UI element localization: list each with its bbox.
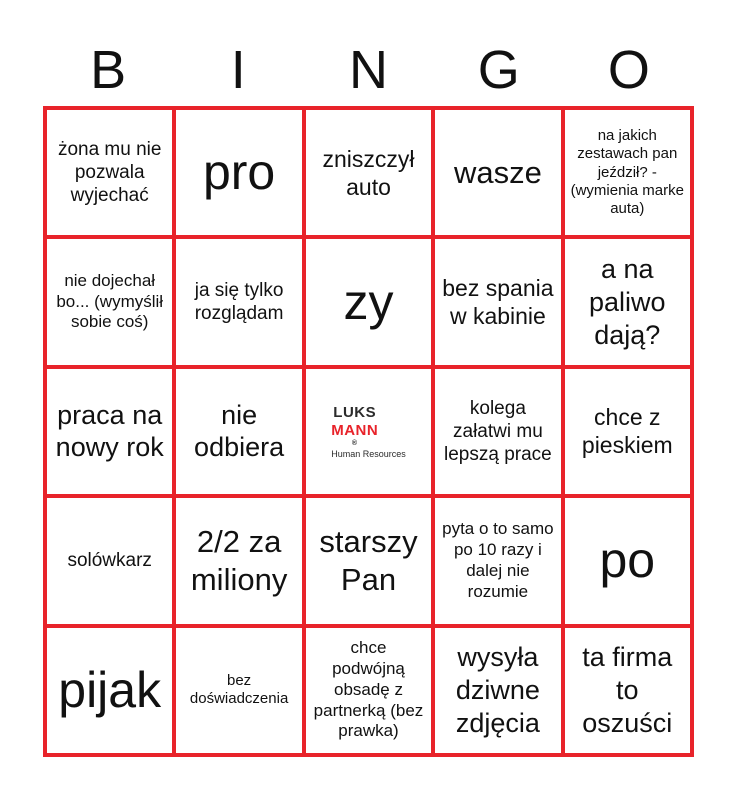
cell-text: po	[599, 532, 656, 589]
header-letter-n: N	[348, 40, 388, 100]
cell-text: ja się tylko rozglądam	[194, 279, 284, 325]
cell-text: żona mu nie pozwala wyjechać	[57, 138, 162, 207]
header-letter-b: B	[90, 40, 127, 100]
bingo-cell-r4c1[interactable]	[45, 496, 174, 625]
bingo-cell-r1c5[interactable]	[563, 108, 692, 237]
cell-text: na jakich zestawach pan jeździł? -(wymienia marke auta)	[570, 126, 684, 218]
cell-text: zniszczył auto	[322, 145, 415, 200]
cell-text: 2/2 za miliony	[190, 524, 288, 597]
cell-text: starszy Pan	[319, 524, 418, 597]
cell-text: pro	[202, 144, 276, 201]
bingo-cell-r5c2[interactable]	[174, 626, 303, 755]
cell-text: wasze	[453, 154, 542, 190]
cell-text: nie dojechał bo... (wymyślił sobie coś)	[56, 270, 164, 332]
cell-text: wysyła dziwne zdjęcia	[455, 641, 540, 738]
bingo-cell-r2c5[interactable]	[563, 237, 692, 366]
cell-text: chce podwójną obsadę z partnerką (bez prawka)	[313, 638, 424, 741]
header-letter-g: G	[477, 40, 520, 100]
cell-text: nie odbiera	[194, 399, 285, 463]
bingo-cell-r2c3[interactable]	[304, 237, 433, 366]
bingo-cell-r2c4[interactable]	[433, 237, 562, 366]
cell-text: zy	[343, 273, 394, 330]
cell-text: pijak	[58, 661, 162, 718]
bingo-grid	[43, 106, 694, 757]
bingo-cell-r3c4[interactable]	[433, 367, 562, 496]
cell-text: praca na nowy rok	[55, 399, 164, 463]
logo-subtitle: Human Resources	[331, 448, 406, 459]
cell-text: a na paliwo dają?	[589, 253, 666, 350]
cell-text: kolega załatwi mu lepszą prace	[444, 397, 552, 466]
bingo-cell-r4c3[interactable]	[304, 496, 433, 625]
bingo-cell-r1c2[interactable]	[174, 108, 303, 237]
bingo-cell-r2c2[interactable]	[174, 237, 303, 366]
bingo-cell-r3c2[interactable]	[174, 367, 303, 496]
bingo-cell-r1c1[interactable]	[45, 108, 174, 237]
bingo-cell-r3c1[interactable]	[45, 367, 174, 496]
header-letter-o: O	[607, 40, 650, 100]
cell-text: chce z pieskiem	[581, 404, 673, 459]
bingo-cell-r4c5[interactable]	[563, 496, 692, 625]
luksmann-logo	[331, 404, 406, 460]
bingo-cell-r5c3[interactable]	[304, 626, 433, 755]
bingo-cell-r4c4[interactable]	[433, 496, 562, 625]
bingo-cell-r3c5[interactable]	[563, 367, 692, 496]
bingo-cell-r5c5[interactable]	[563, 626, 692, 755]
cell-text: ta firma to oszuści	[582, 641, 673, 738]
header-letter-i: I	[230, 40, 246, 100]
bingo-cell-r5c1[interactable]	[45, 626, 174, 755]
bingo-cell-r3c3-free[interactable]	[304, 367, 433, 496]
cell-text: pyta o to samo po 10 razy i dalej nie rozumie	[442, 519, 554, 601]
bingo-cell-r4c2[interactable]	[174, 496, 303, 625]
logo-wordmark: LUKS MANN ®	[331, 403, 379, 448]
bingo-cell-r1c3[interactable]	[304, 108, 433, 237]
bingo-header	[43, 30, 694, 110]
bingo-cell-r5c4[interactable]	[433, 626, 562, 755]
bingo-cell-r2c1[interactable]	[45, 237, 174, 366]
cell-text: bez doświadczenia	[189, 671, 289, 708]
bingo-cell-r1c4[interactable]	[433, 108, 562, 237]
cell-text: solówkarz	[67, 550, 152, 572]
cell-text: bez spania w kabinie	[442, 275, 554, 330]
